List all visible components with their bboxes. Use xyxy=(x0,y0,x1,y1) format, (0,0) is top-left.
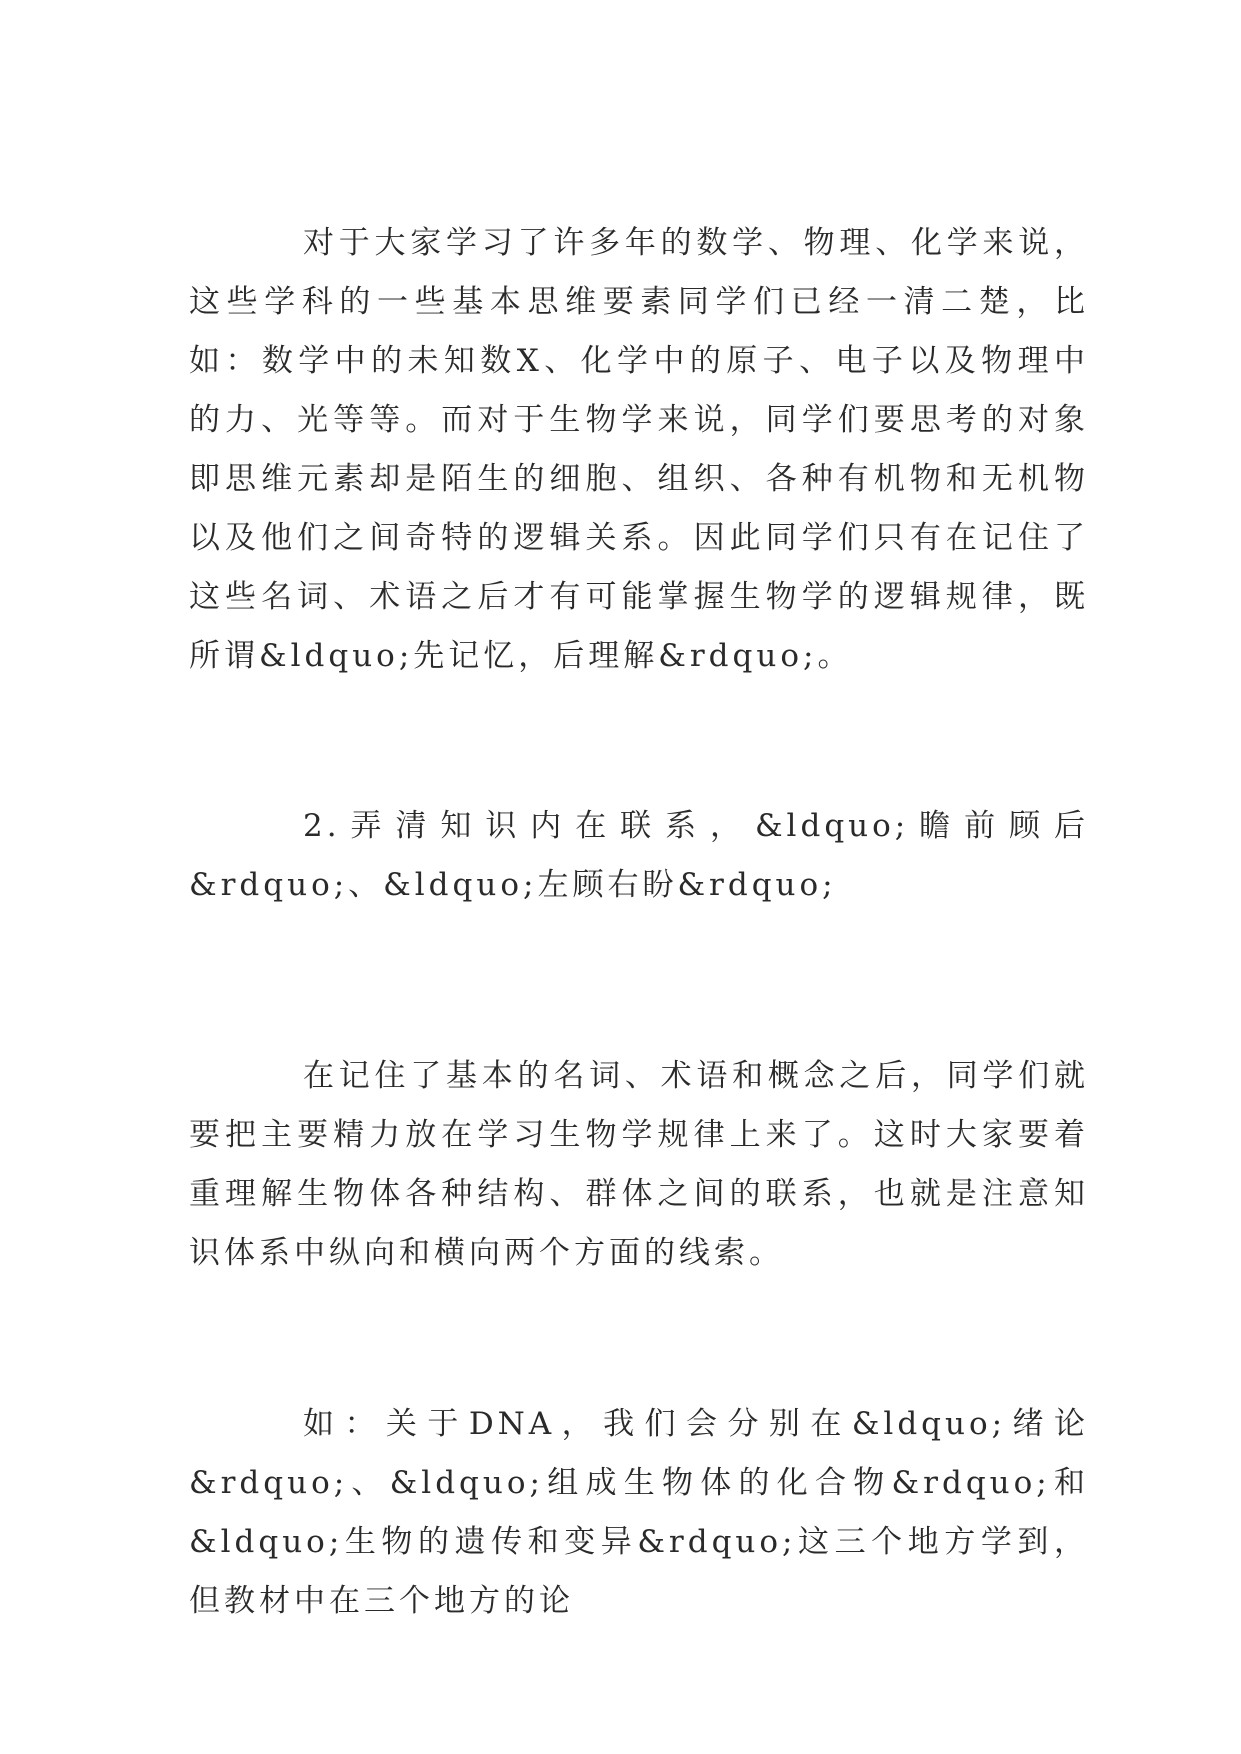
paragraph-memory-first: 对于大家学习了许多年的数学、物理、化学来说，这些学科的一些基本思维要素同学们已经一清二楚，比如：数学中的未知数X、化学中的原子、电子以及物理中的力、光等等。而对于生物学来说，同学们要思考的对象即思维元素却是陌生的细胞、组织、各种有机物和无机物以及他们之间奇特的逻辑关系。因此同学们只有在记住了这些名词、术语之后才有可能掌握生物学的逻辑规律，既所谓&ldquo;先记忆，后理解&rdquo;。 xyxy=(189,225,1089,674)
section-heading-knowledge-links: 2.弄清知识内在联系，&ldquo;瞻前顾后&rdquo;、&ldquo;左顾右盼&rdquo; xyxy=(189,808,1089,903)
paragraph-learning-rules: 在记住了基本的名词、术语和概念之后，同学们就要把主要精力放在学习生物学规律上来了。这时大家要着重理解生物体各种结构、群体之间的联系，也就是注意知识体系中纵向和横向两个方面的线索。 xyxy=(189,1058,1089,1271)
paragraph-dna-example: 如：关于DNA，我们会分别在&ldquo;绪论&rdquo;、&ldquo;组成生物体的化合物&rdquo;和&ldquo;生物的遗传和变异&rdquo;这三个地方学到，但教材中在三个地方的论 xyxy=(189,1406,1089,1619)
